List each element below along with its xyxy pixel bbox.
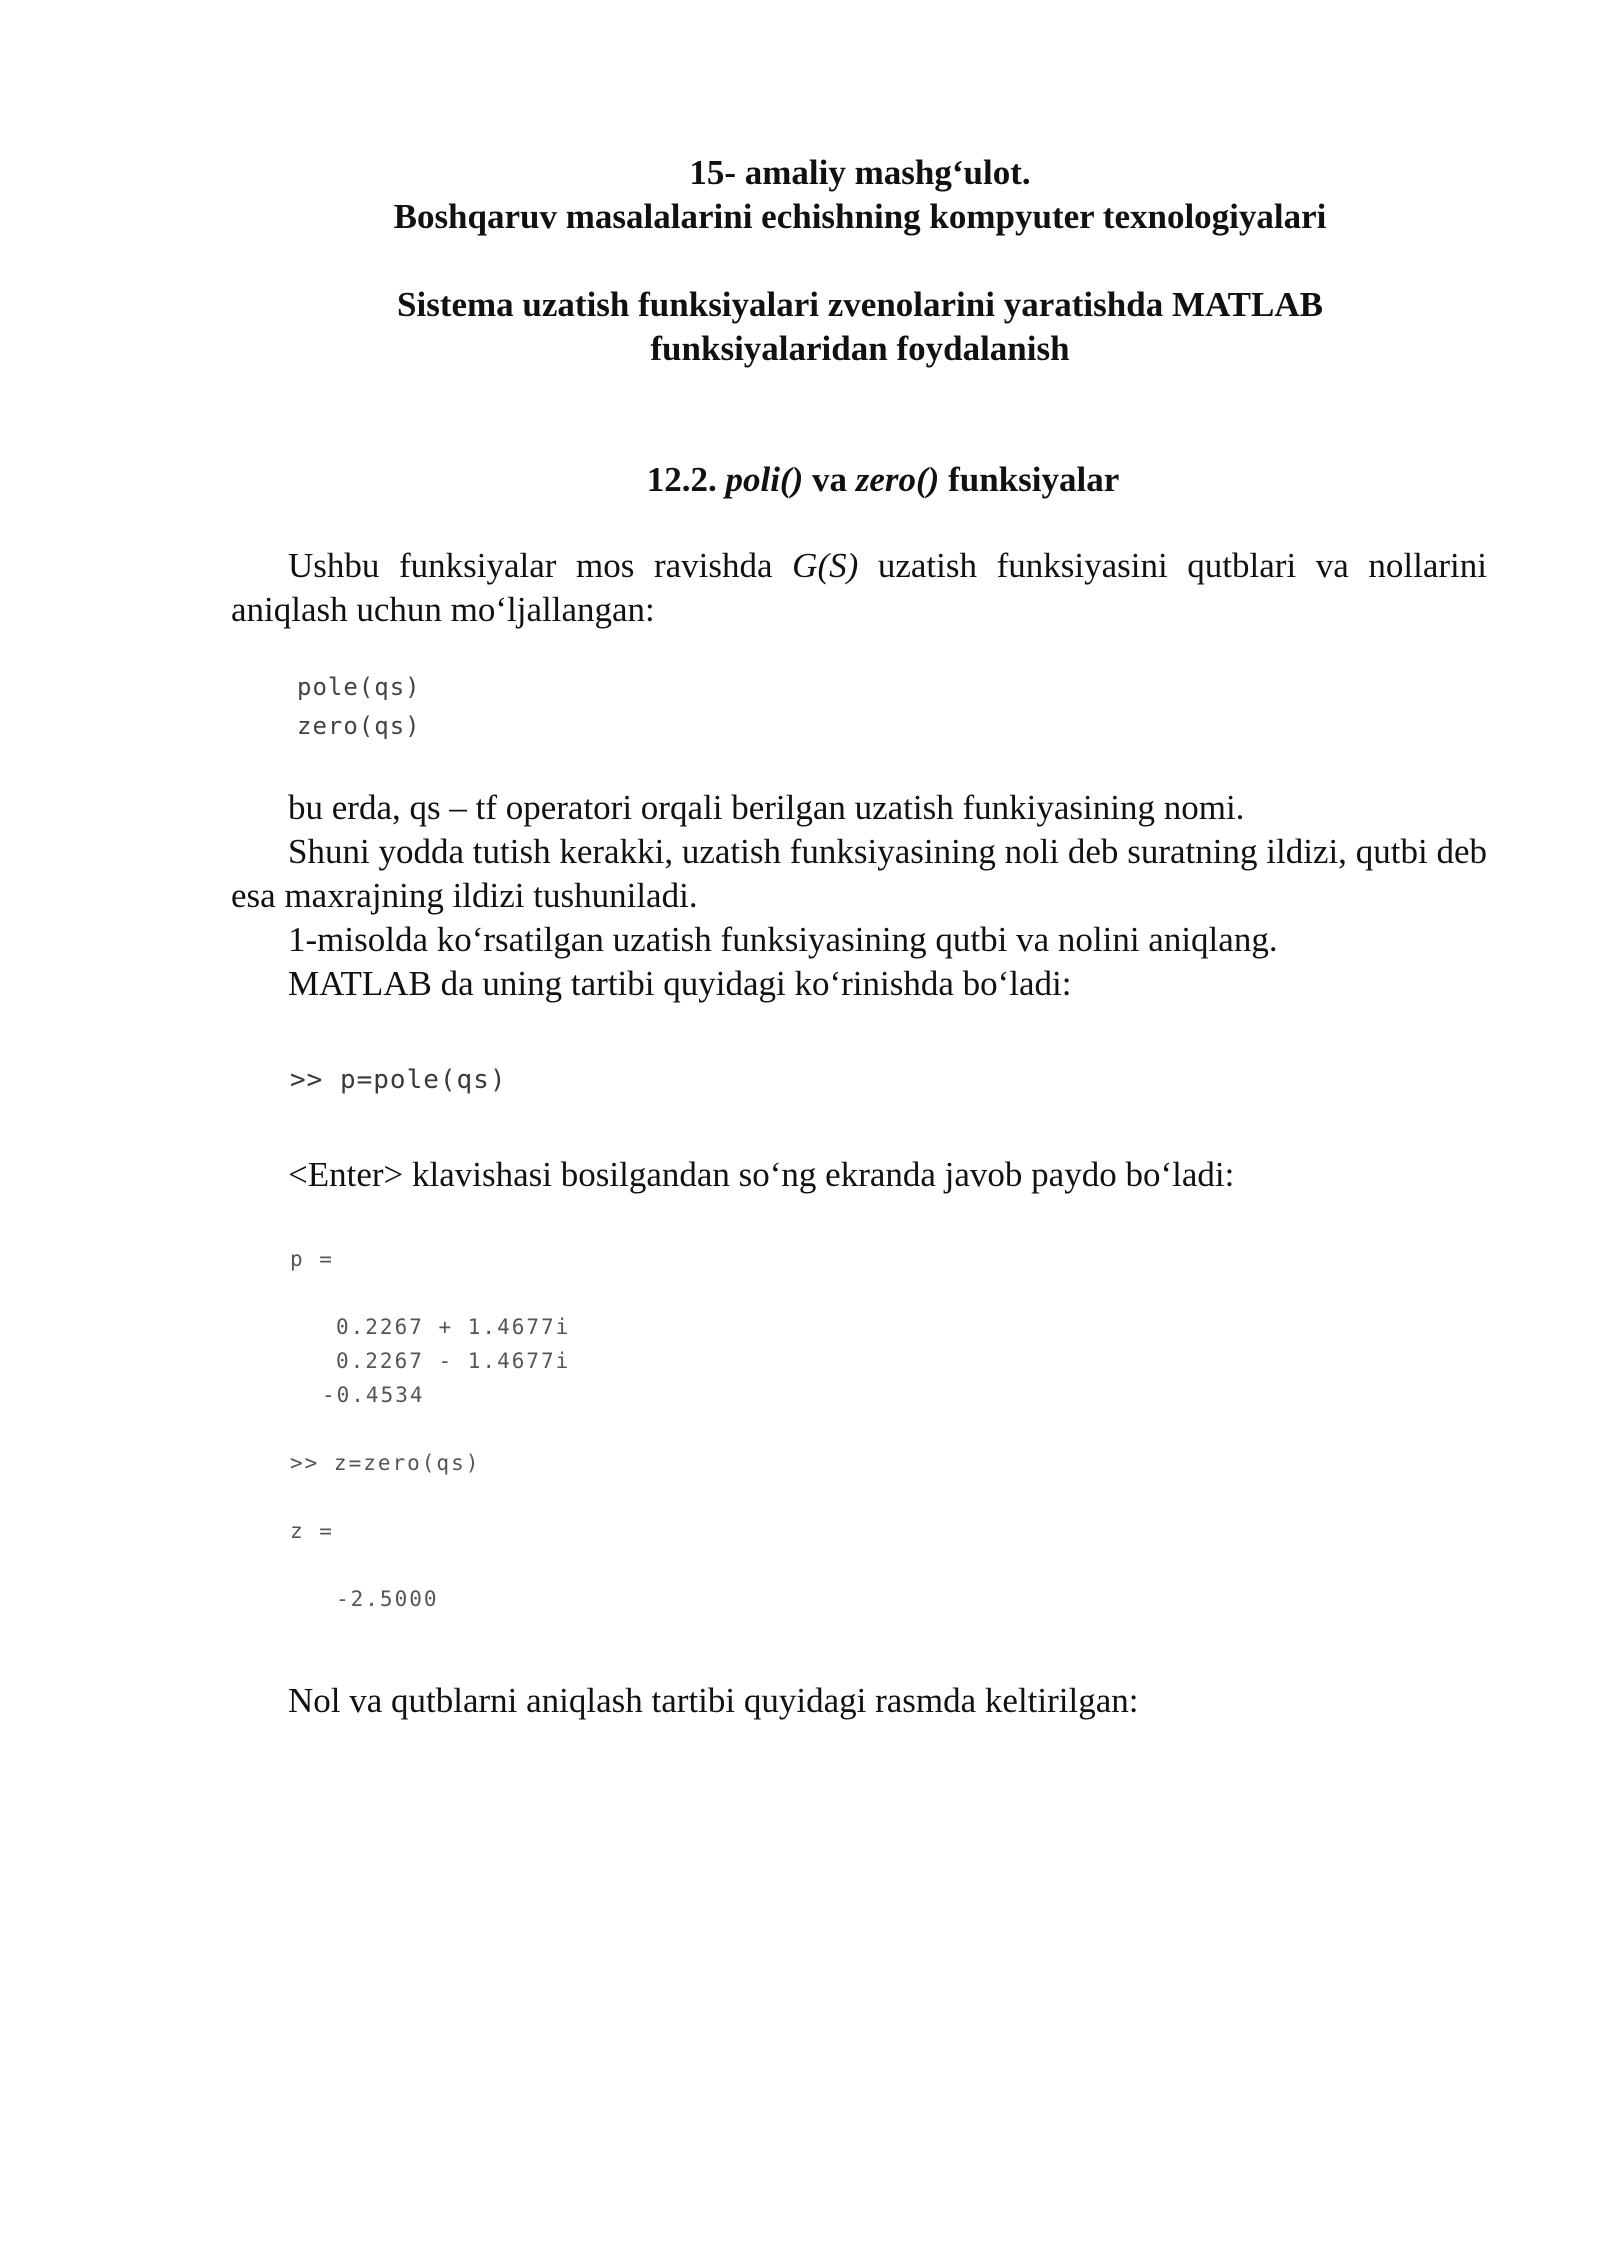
output-p-value-3: -0.4534 (322, 1383, 425, 1407)
code-pole: pole(qs) (297, 673, 421, 701)
section-conj: va (803, 460, 856, 499)
paragraph-enter: <Enter> klavishasi bosilgandan so‘ng ekranda javob paydo bo‘ladi: (288, 1155, 1235, 1194)
paragraph-zero-pole-definition: Shuni yodda tutish kerakki, uzatish funksiyasining noli deb suratning ildizi, qutbi deb esa maxrajning ildizi tushuniladi. (231, 832, 1487, 915)
output-zero-command: >> z=zero(qs) (290, 1451, 481, 1475)
section-heading (0, 459, 1600, 501)
output-p-value-1: 0.2267 + 1.4677i (336, 1315, 571, 1339)
paragraph-task: 1-misolda ko‘rsatilgan uzatish funksiyasining qutbi va nolini aniqlang. (288, 920, 1278, 959)
code-zero: zero(qs) (297, 712, 421, 740)
paragraph-figure-intro: Nol va qutblarni aniqlash tartibi quyidagi rasmda keltirilgan: (288, 1681, 1139, 1720)
paragraph-matlab-order: MATLAB da uning tartibi quyidagi ko‘rinishda bo‘ladi: (288, 964, 1072, 1003)
topic-title-line2: funksiyalaridan foydalanish (650, 329, 1070, 368)
output-p-label: p = (290, 1247, 334, 1271)
section-rest: funksiyalar (939, 460, 1120, 499)
intro-text-start: Ushbu funksiyalar mos ravishda (288, 546, 793, 585)
practice-title: 15- amaliy mashg‘ulot. (689, 153, 1031, 192)
output-z-label: z = (290, 1519, 334, 1543)
code-pole-command: >> p=pole(qs) (290, 1065, 507, 1095)
output-p-value-2: 0.2267 - 1.4677i (336, 1349, 571, 1373)
topic-title-line1: Sistema uzatish funksiyalari zvenolarini yaratishda MATLAB (397, 285, 1323, 324)
section-func2: zero() (855, 460, 940, 499)
output-z-value: -2.5000 (336, 1587, 439, 1611)
intro-text-end: uzatish funksiyasini qutblari va nollarini aniqlash uchun mo‘ljallangan: (231, 546, 1487, 629)
section-func1: poli() (725, 460, 804, 499)
intro-italic-gs: G(S) (792, 546, 859, 585)
intro-paragraph (231, 544, 1487, 632)
section-number: 12.2. (646, 460, 717, 499)
document-title: Boshqaruv masalalarini echishning kompyuter texnologiyalari (393, 197, 1327, 236)
paragraph-qs-description: bu erda, qs – tf operatori orqali berilgan uzatish funkiyasining nomi. (288, 788, 1245, 827)
